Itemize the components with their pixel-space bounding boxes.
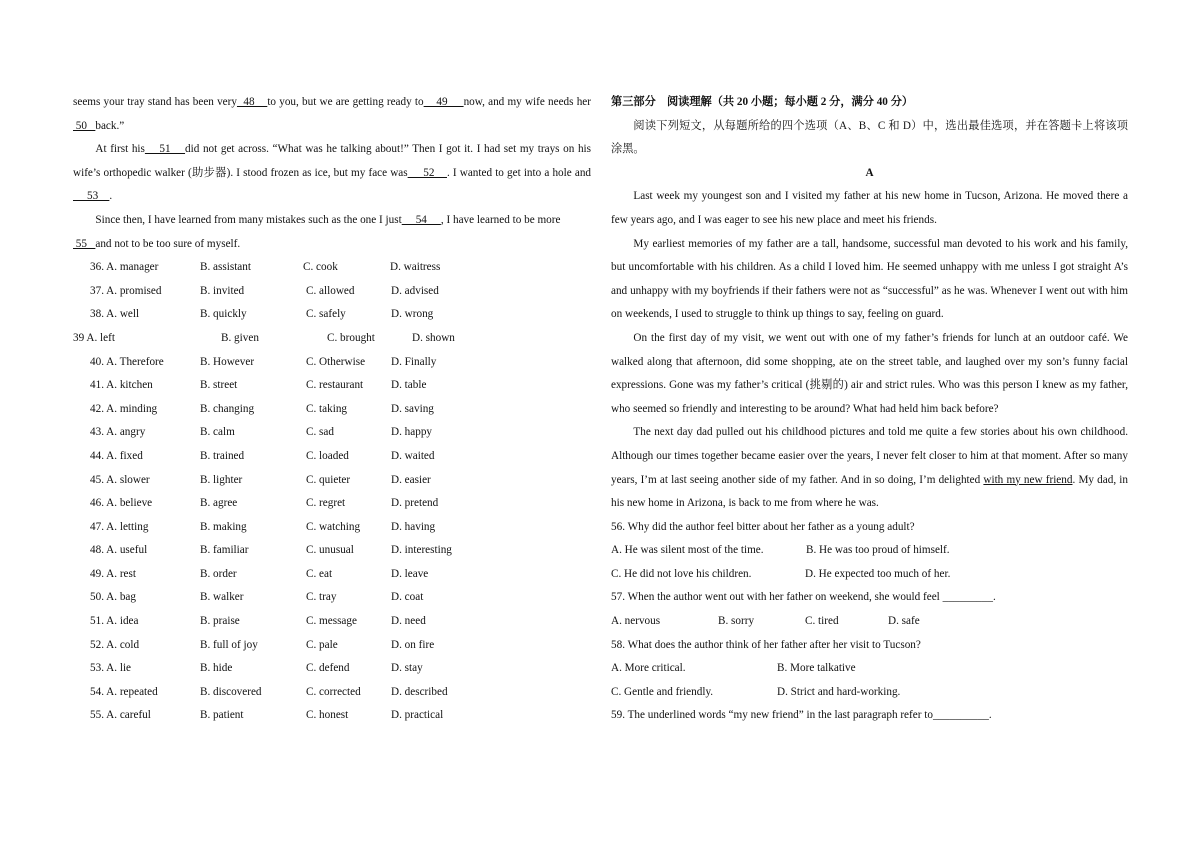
question-56-options-2 [611,563,1128,587]
option-row-38 [73,303,591,327]
option-a: 43. A. angry [90,426,146,439]
blank-55: 55 [73,237,96,250]
blank-50: 50 [73,119,96,132]
option-c: C. tray [306,591,337,604]
blank-53: 53 [73,190,110,203]
option-b: B. changing [200,402,255,415]
option-d: D. advised [391,284,439,297]
option-c: C. brought [327,331,375,344]
option-d: D. coat [391,591,424,604]
cloze-paragraph-2 [73,138,591,209]
option-row-48 [73,539,591,563]
option-d: D. happy [391,426,433,439]
option-a: 47. A. letting [90,520,149,533]
option-d: D. pretend [391,497,439,510]
option-row-54 [73,681,591,705]
option-a: 40. A. Therefore [90,355,164,368]
blank-48: 48 [236,96,268,108]
option-b: B. familiar [200,544,249,557]
option-b: B. lighter [200,473,243,486]
option-row-40 [73,351,591,375]
option-row-36 [73,256,591,280]
option-c: C. Otherwise [306,355,366,368]
answer-blank: __________. [932,709,992,722]
option-d: D. stay [391,662,423,675]
underlined-phrase: with my new friend [983,473,1073,486]
option-c: C. loaded [306,449,349,462]
text: . My dad, in his new home in Arizona, is back to me from where he was. [611,473,1128,510]
option-c: C. He did not love his children. [611,567,752,580]
option-a: 55. A. careful [90,709,151,722]
question-57-options [611,610,1128,634]
option-b: B. assistant [200,261,251,274]
option-a: 48. A. useful [90,544,148,557]
text: seems your tray stand has been very [73,96,237,108]
option-c: C. watching [306,520,361,533]
option-a: 36. A. manager [90,261,159,274]
option-c: C. taking [306,402,348,415]
option-b: B. calm [200,426,235,439]
option-d: D. wrong [391,308,434,321]
option-b: B. praise [200,615,240,628]
option-b: B. discovered [200,685,262,698]
option-d: D. leave [391,567,429,580]
option-row-46 [73,492,591,516]
left-column [73,91,591,728]
option-b: B. quickly [200,308,247,321]
option-b: B. agree [200,497,238,510]
blank-49: 49 [423,96,464,108]
option-row-53 [73,657,591,681]
option-b: B. making [200,520,247,533]
option-a: 50. A. bag [90,591,136,604]
text: and not to be too sure of myself. [95,237,241,250]
option-d: D. table [391,379,427,392]
option-c: C. corrected [306,685,361,698]
text: did not get across. “What was he talking about!” Then I got it. I had set my trays on his wife’s orthopedic walker (助步器). I stood frozen as ice, but my face was [73,143,592,179]
option-d: D. practical [391,709,444,722]
option-c: C. allowed [306,284,355,297]
option-c: C. eat [306,567,333,580]
option-row-47 [73,516,591,540]
section-instructions: 阅读下列短文，从每题所给的四个选项（A、B、C 和 D）中，选出最佳选项，并在答题卡上将该项涂黑。 [611,119,1128,156]
option-d: D. on fire [391,638,435,651]
option-b: B. given [221,331,259,344]
option-row-49 [73,563,591,587]
option-row-55 [73,704,591,728]
option-a: 39 A. left [73,331,115,344]
option-c: C. unusual [306,544,354,557]
option-a: 38. A. well [90,308,140,321]
option-b: B. trained [200,449,245,462]
option-b: B. full of joy [200,638,258,651]
option-d: D. waited [391,449,435,462]
answer-blank: _________. [942,591,996,604]
option-b: B. However [200,355,255,368]
text: , I have learned to be more [440,213,561,226]
option-d: D. He expected too much of her. [805,567,951,580]
option-d: D. Strict and hard-working. [777,685,901,698]
question-58: 58. What does the author think of her father after her visit to Tucson? [611,638,921,651]
option-d: D. interesting [391,544,452,557]
cloze-options-list [73,256,591,728]
text: At first his [95,143,145,156]
option-c: C. tired [805,615,839,628]
option-a: A. nervous [611,615,661,628]
option-d: D. Finally [391,355,437,368]
cloze-paragraph-3 [73,209,591,256]
passage-paragraph-1: Last week my youngest son and I visited my father at his new home in Tucson, Arizona. He moved there a few years ago, and I was eager to see his new place and meet his friends. [611,190,1128,226]
option-c: C. honest [306,709,349,722]
text: back.” [95,119,125,132]
question-57 [611,586,1128,610]
option-c: C. Gentle and friendly. [611,685,714,698]
option-d: D. described [391,685,448,698]
passage-label: A [865,166,874,179]
option-row-51 [73,610,591,634]
text: 59. The underlined words “my new friend” in the last paragraph refer to [611,709,933,722]
option-row-50 [73,586,591,610]
option-a: 37. A. promised [90,284,162,297]
blank-54: 54 [401,213,441,226]
option-b: B. sorry [718,615,755,628]
option-a: A. He was silent most of the time. [611,544,764,557]
option-d: D. easier [391,473,431,486]
option-c: C. safely [306,308,346,321]
option-a: 45. A. slower [90,473,150,486]
option-a: 41. A. kitchen [90,379,153,392]
question-56: 56. Why did the author feel bitter about her father as a young adult? [611,520,915,533]
option-b: B. street [200,379,238,392]
option-b: B. patient [200,709,244,722]
right-column [611,91,1128,728]
text: to you, but we are getting ready to [267,96,424,108]
option-row-41 [73,374,591,398]
section-title: 第三部分 阅读理解（共 20 小题；每小题 2 分，满分 40 分） [611,96,914,108]
text: The next day dad pulled out his childhood pictures and told me quite a few stories about his own childhood. Although our times together became easier over the years, I never felt closer to him at that moment. After so many years, I’m at last seeing another side of my father. And in so doing, I’m delighted [611,426,1128,486]
option-a: 49. A. rest [90,567,136,580]
option-row-37 [73,280,591,304]
option-a: 54. A. repeated [90,685,158,698]
option-d: D. need [391,615,426,628]
option-c: C. message [306,615,357,628]
blank-51: 51 [144,143,186,156]
option-c: C. restaurant [306,379,364,392]
option-row-44 [73,445,591,469]
text: Since then, I have learned from many mistakes such as the one I just [95,213,402,226]
text: . I wanted to get into a hole and [446,166,592,179]
option-b: B. He was too proud of himself. [806,544,950,557]
option-a: 46. A. believe [90,497,153,510]
option-a: 42. A. minding [90,402,158,415]
text: . [109,190,113,203]
option-a: 51. A. idea [90,615,139,628]
option-row-45 [73,469,591,493]
passage-paragraph-2: My earliest memories of my father are a tall, handsome, successful man devoted to his work and his family, but uncomfortable with his children. As a child I loved him. He seemed unhappy with me unless I got straight A’s and unhappy with my boyfriends if their fathers were not as “successful” as he was. Whenever I went out with him on weekends, I used to struggle to think up things to say, feeling on guard. [611,237,1128,321]
cloze-paragraph-1 [73,91,591,138]
passage-paragraph-3: On the first day of my visit, we went out with one of my father’s friends for lunch at an outdoor café. We walked along that afternoon, did some shopping, ate on the street table, and laughed over my son’s funny facial expressions. Gone was my father’s critical (挑剔的) air and strict rules. Who was this person I knew as my father, who seemed so friendly and interesting to be around? What had held him back before? [611,331,1128,415]
option-c: C. sad [306,426,334,439]
option-row-39 [73,327,591,351]
option-row-43 [73,421,591,445]
option-a: 52. A. cold [90,638,140,651]
option-d: D. shown [412,331,455,344]
option-b: B. walker [200,591,244,604]
text: 57. When the author went out with her father on weekend, she would feel [611,591,940,604]
option-d: D. waitress [390,261,441,274]
option-b: B. hide [200,662,233,675]
option-c: C. defend [306,662,350,675]
option-b: B. More talkative [777,662,856,675]
question-56-options-1 [611,539,1128,563]
option-b: B. order [200,567,237,580]
passage-paragraph-4 [611,421,1128,515]
option-c: C. cook [303,261,338,274]
text: now, and my wife needs her [463,96,591,108]
question-58-options-1 [611,657,1128,681]
question-58-options-2 [611,681,1128,705]
option-c: C. pale [306,638,338,651]
blank-52: 52 [407,166,447,179]
option-d: D. having [391,520,436,533]
option-a: 44. A. fixed [90,449,143,462]
option-row-52 [73,634,591,658]
option-row-42 [73,398,591,422]
option-c: C. regret [306,497,346,510]
question-59 [611,704,1128,728]
option-a: 53. A. lie [90,662,132,675]
option-d: D. safe [888,615,920,628]
option-c: C. quieter [306,473,351,486]
option-d: D. saving [391,402,434,415]
option-b: B. invited [200,284,245,297]
option-a: A. More critical. [611,662,686,675]
